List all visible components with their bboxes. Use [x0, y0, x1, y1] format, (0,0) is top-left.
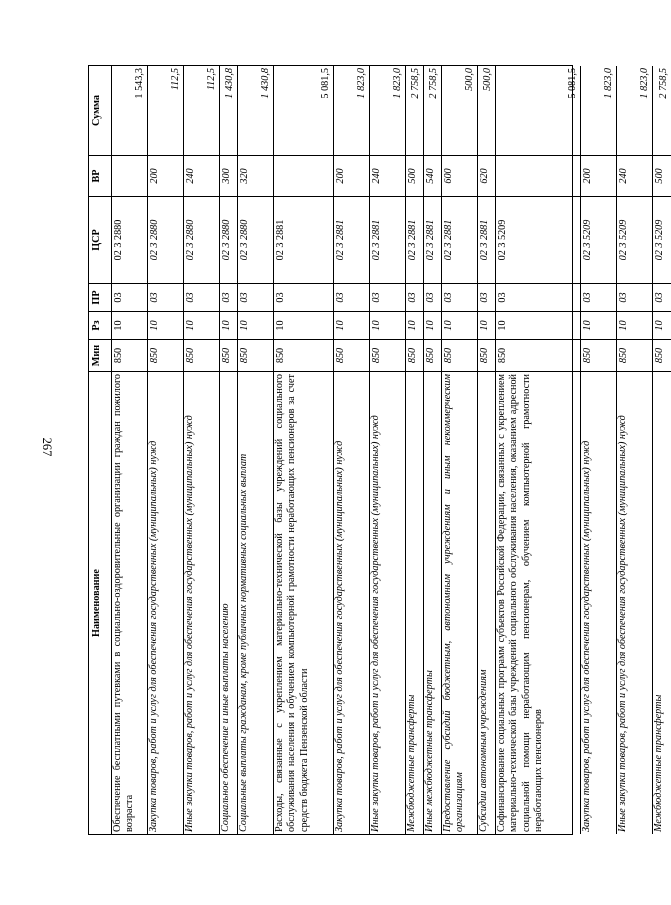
min-cell: 850	[653, 339, 671, 371]
sum-cell: 2 758,5	[657, 68, 669, 99]
csr-cell: 02 3 5209	[581, 196, 616, 283]
table-row	[406, 66, 424, 834]
name-cell: Субсидии автономным учреждениям	[478, 371, 495, 834]
min-cell: 850	[274, 339, 333, 371]
pr-cell: 03	[406, 283, 423, 311]
pr-cell: 03	[238, 283, 273, 311]
name-cell: Закупка товаров, работ и услуг для обеспечения государственных (муниципальных) нужд	[334, 371, 369, 834]
name-cell: Межбюджетные трансферты	[406, 371, 423, 834]
name-cell: Социальное обеспечение и иные выплаты населению	[220, 371, 237, 834]
vr-cell: 500	[406, 155, 423, 196]
vr-cell: 540	[424, 155, 441, 196]
vr-cell	[274, 155, 333, 196]
rz-cell: 10	[184, 311, 219, 339]
csr-cell: 02 3 2880	[184, 196, 219, 283]
csr-cell: 02 3 2880	[112, 196, 147, 283]
min-cell: 850	[220, 339, 237, 371]
vr-cell: 200	[334, 155, 369, 196]
column-header: ЦСР	[89, 196, 111, 283]
min-cell: 850	[442, 339, 477, 371]
name-cell: Софинансирование социальных программ субъектов Российской Федерации, связанных с укреплением материально-технической базы учреждений социального обслуживания населения, оказанием адресной социальной помощи неработающим пенсионерам, обучением компьютерной грамотности неработающих пенсионеров	[496, 371, 580, 834]
min-cell: 850	[617, 339, 652, 371]
column-header: ПР	[89, 283, 111, 311]
min-cell: 850	[370, 339, 405, 371]
rz-cell: 10	[424, 311, 441, 339]
name-cell: Иные закупки товаров, работ и услуг для обеспечения государственных (муниципальных) нужд	[617, 371, 652, 834]
pr-cell: 03	[148, 283, 183, 311]
min-cell: 850	[581, 339, 616, 371]
sum-cell: 1 823,0	[602, 68, 614, 99]
table-header-row	[89, 66, 112, 834]
table-row	[581, 66, 617, 834]
rz-cell: 10	[478, 311, 495, 339]
sum-cell: 1 823,0	[355, 68, 367, 99]
rz-cell: 10	[442, 311, 477, 339]
vr-cell: 620	[478, 155, 495, 196]
name-cell: Обеспечение бесплатными путевками в социально-оздоровительные организации граждан пожилого возраста	[112, 371, 147, 834]
pr-cell: 03	[274, 283, 333, 311]
table-row	[424, 66, 442, 834]
rz-cell: 10	[581, 311, 616, 339]
min-cell: 850	[424, 339, 441, 371]
table-row	[220, 66, 238, 834]
vr-cell: 200	[581, 155, 616, 196]
sum-cell: 1 823,0	[391, 68, 403, 99]
name-cell: Иные закупки товаров, работ и услуг для обеспечения государственных (муниципальных) нужд	[370, 371, 405, 834]
csr-cell: 02 3 2881	[478, 196, 495, 283]
rz-cell: 10	[238, 311, 273, 339]
min-cell: 850	[238, 339, 273, 371]
name-cell: Социальные выплаты гражданам, кроме публичных нормативных социальных выплат	[238, 371, 273, 834]
sum-cell: 500,0	[463, 68, 475, 91]
rz-cell: 10	[274, 311, 333, 339]
min-cell: 850	[112, 339, 147, 371]
csr-cell: 02 3 2880	[148, 196, 183, 283]
rz-cell: 10	[370, 311, 405, 339]
rz-cell: 10	[220, 311, 237, 339]
min-cell: 850	[184, 339, 219, 371]
min-cell: 850	[334, 339, 369, 371]
table-row	[617, 66, 653, 834]
csr-cell: 02 3 2881	[334, 196, 369, 283]
rz-cell: 10	[653, 311, 671, 339]
sum-cell: 112,5	[169, 68, 181, 91]
pr-cell: 03	[581, 283, 616, 311]
sum-cell: 1 430,8	[259, 68, 271, 99]
table-row	[112, 66, 148, 834]
pr-cell: 03	[334, 283, 369, 311]
sum-cell: 2 758,5	[409, 68, 421, 99]
pr-cell: 03	[496, 283, 580, 311]
sum-cell: 5 081,5	[319, 68, 331, 99]
pr-cell: 03	[370, 283, 405, 311]
rz-cell: 10	[496, 311, 580, 339]
vr-cell: 320	[238, 155, 273, 196]
csr-cell: 02 3 2881	[424, 196, 441, 283]
rz-cell: 10	[334, 311, 369, 339]
csr-cell: 02 3 2881	[442, 196, 477, 283]
sum-cell: 500,0	[481, 68, 493, 91]
name-cell: Закупка товаров, работ и услуг для обеспечения государственных (муниципальных) нужд	[148, 371, 183, 834]
pr-cell: 03	[220, 283, 237, 311]
table-row	[334, 66, 370, 834]
column-header: Сумма	[91, 95, 102, 126]
min-cell: 850	[406, 339, 423, 371]
rz-cell: 10	[148, 311, 183, 339]
rz-cell: 10	[406, 311, 423, 339]
table-row	[370, 66, 406, 834]
csr-cell: 02 3 5209	[653, 196, 671, 283]
vr-cell: 240	[184, 155, 219, 196]
min-cell: 850	[148, 339, 183, 371]
pr-cell: 03	[424, 283, 441, 311]
column-header: Мин	[89, 339, 111, 371]
page-number: 267	[40, 437, 54, 457]
table-row	[148, 66, 184, 834]
sum-cell: 1 543,3	[133, 68, 145, 99]
csr-cell: 02 3 2880	[220, 196, 237, 283]
csr-cell: 02 3 5209	[617, 196, 652, 283]
min-cell: 850	[478, 339, 495, 371]
vr-cell	[496, 155, 580, 196]
table-row	[274, 66, 334, 834]
name-cell: Иные межбюджетные трансферты	[424, 371, 441, 834]
name-cell: Иные закупки товаров, работ и услуг для обеспечения государственных (муниципальных) нужд	[184, 371, 219, 834]
pr-cell: 03	[442, 283, 477, 311]
min-cell: 850	[496, 339, 580, 371]
csr-cell: 02 3 2880	[238, 196, 273, 283]
vr-cell: 300	[220, 155, 237, 196]
table-row	[442, 66, 478, 834]
name-cell: Закупка товаров, работ и услуг для обеспечения государственных (муниципальных) нужд	[581, 371, 616, 834]
sum-cell: 2 758,5	[427, 68, 439, 99]
column-header: Рз	[89, 311, 111, 339]
name-cell: Межбюджетные трансферты	[653, 371, 671, 834]
sum-cell: 1 823,0	[638, 68, 650, 99]
pr-cell: 03	[112, 283, 147, 311]
pr-cell: 03	[184, 283, 219, 311]
table-row	[478, 66, 496, 834]
csr-cell: 02 3 2881	[406, 196, 423, 283]
vr-cell: 240	[617, 155, 652, 196]
vr-cell: 600	[442, 155, 477, 196]
csr-cell: 02 3 2881	[370, 196, 405, 283]
column-header: Наименование	[89, 371, 111, 834]
sum-cell: 112,5	[205, 68, 217, 91]
rz-cell: 10	[112, 311, 147, 339]
pr-cell: 03	[478, 283, 495, 311]
rz-cell: 10	[617, 311, 652, 339]
vr-cell: 200	[148, 155, 183, 196]
sum-cell: 1 430,8	[223, 68, 235, 99]
table-row	[238, 66, 274, 834]
table-row	[496, 66, 581, 834]
vr-cell: 500	[653, 155, 671, 196]
table-row	[184, 66, 220, 834]
budget-table	[88, 65, 669, 835]
name-cell: Предоставление субсидий бюджетным, автономным учреждениям и иным некоммерческим организациям	[442, 371, 477, 834]
sum-cell: 5 081,5	[566, 68, 578, 99]
vr-cell: 240	[370, 155, 405, 196]
name-cell: Расходы, связанные с укреплением материально-технической базы учреждений социального обслуживания населения и обучением компьютерной грамотности неработающих пенсионеров за счет средств бюджета Пензенской области	[274, 371, 333, 834]
column-header: ВР	[89, 155, 111, 196]
csr-cell: 02 3 5209	[496, 196, 580, 283]
table-row	[653, 66, 671, 834]
csr-cell: 02 3 2881	[274, 196, 333, 283]
vr-cell	[112, 155, 147, 196]
pr-cell: 03	[653, 283, 671, 311]
pr-cell: 03	[617, 283, 652, 311]
